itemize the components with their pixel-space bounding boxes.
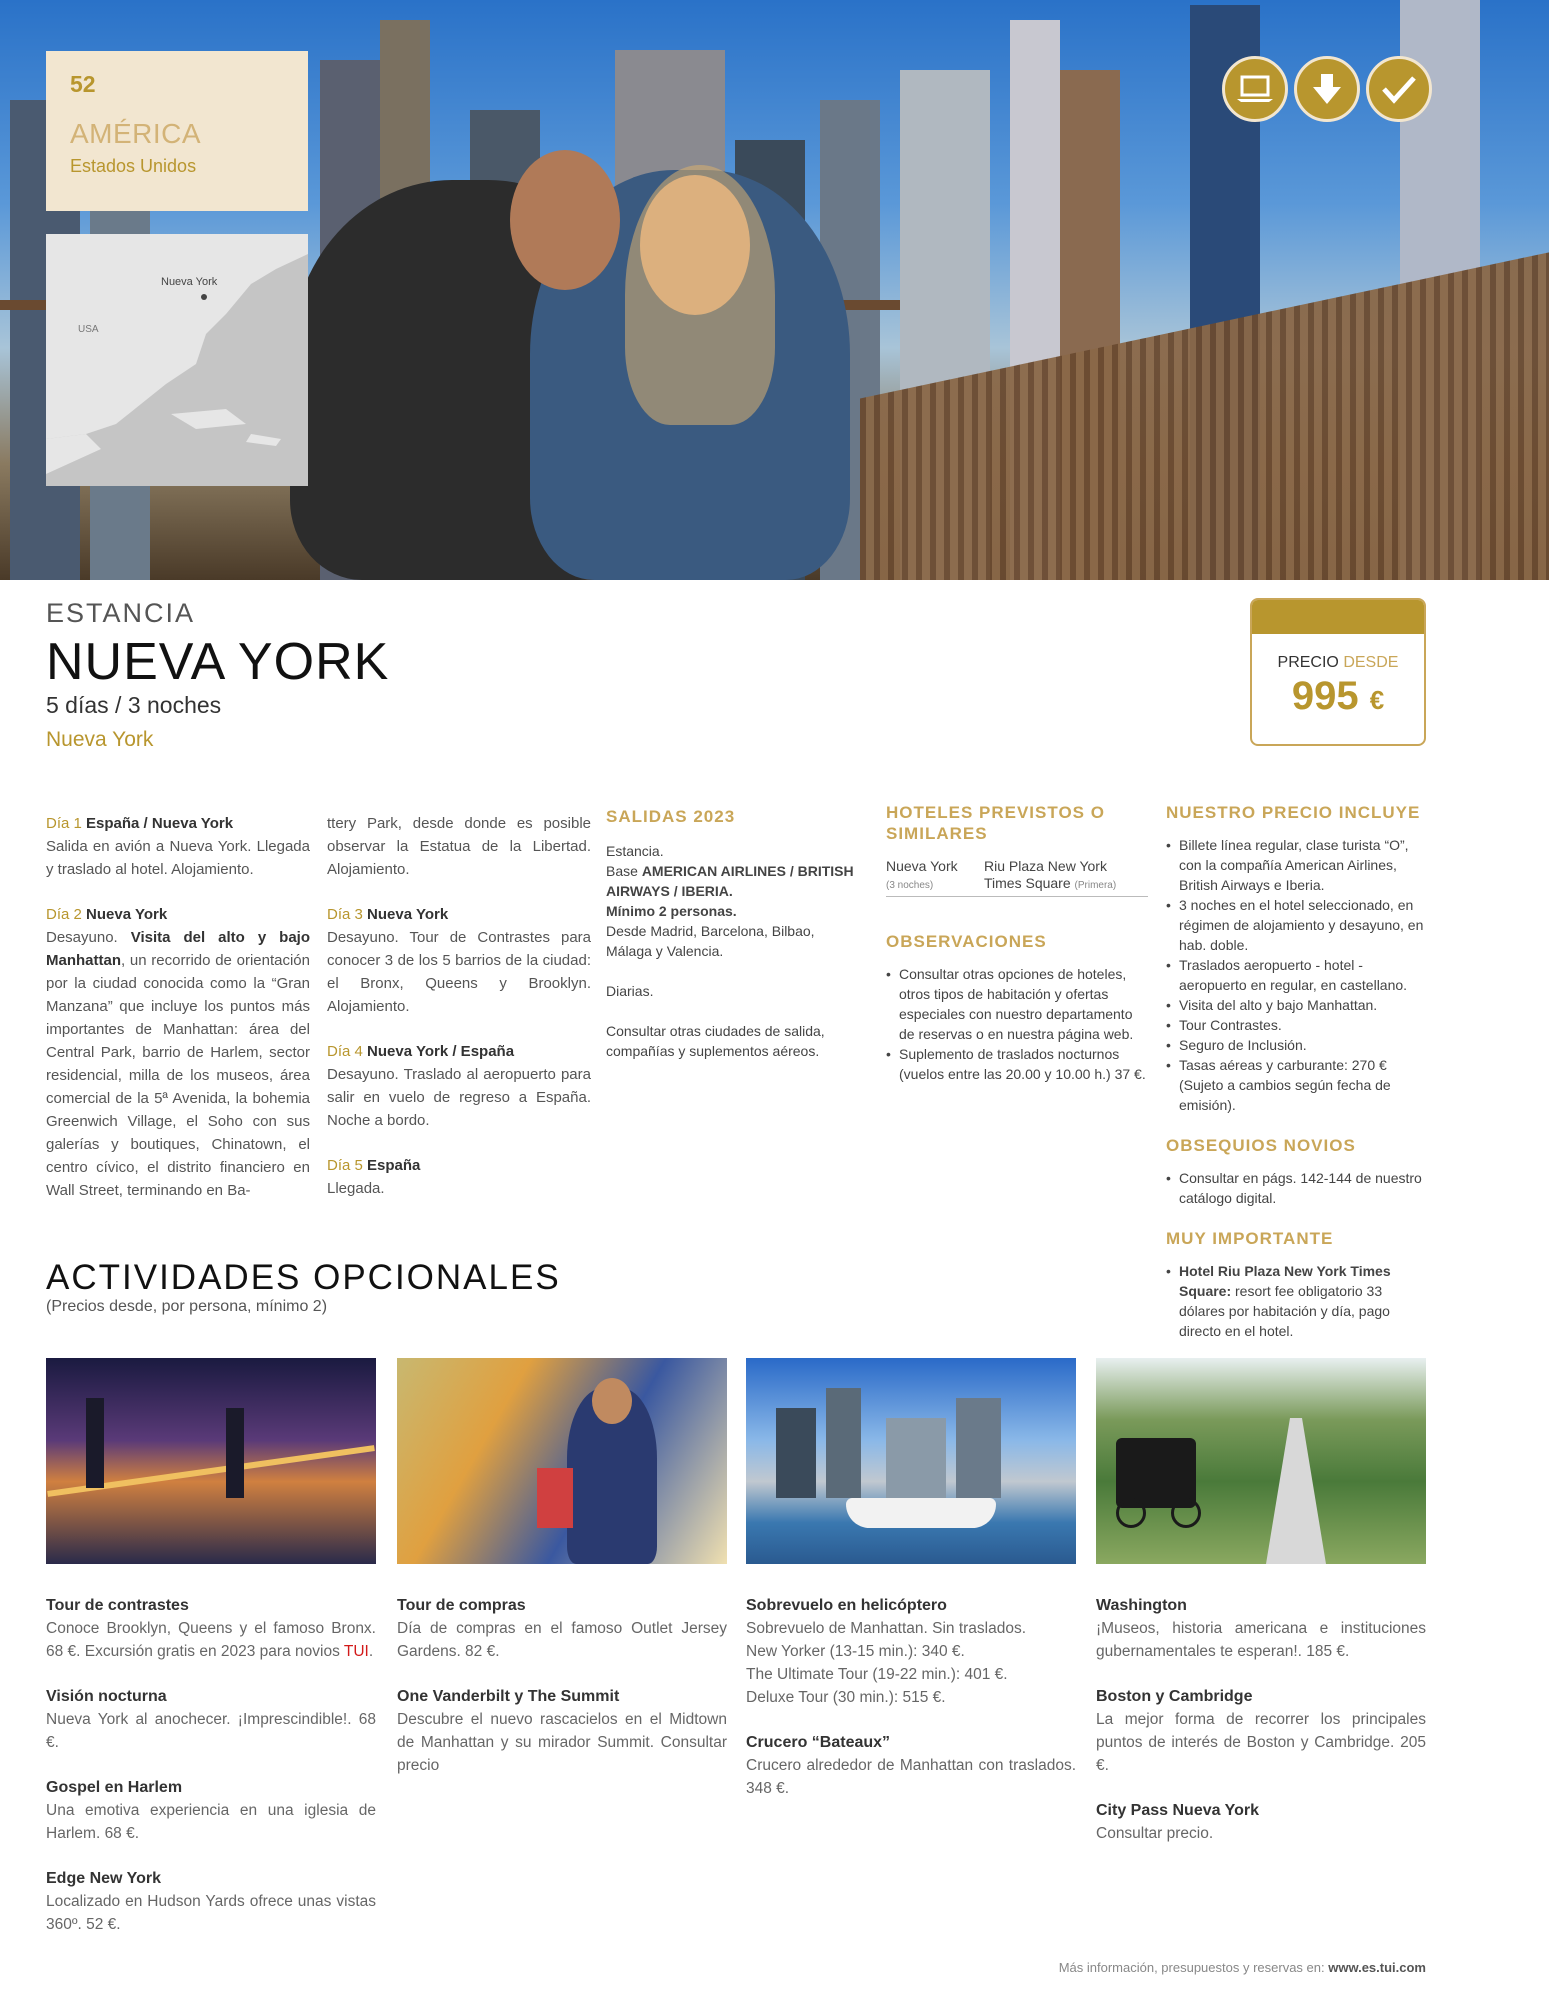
hotel-row: Nueva York (3 noches) Riu Plaza New York Times Square (Primera) [886,858,1148,897]
check-icon [1366,56,1432,122]
list-item: • Consultar otras opciones de hoteles, otros tipos de habitación y ofertas especiales con nuestro departamento de reservas o en nuestra página web. [886,964,1148,1044]
itinerary-day-2: Día 2 Nueva York Desayuno. Visita del alto y bajo Manhattan, un recorrido de orientación por la ciudad conocida como la “Gran Manzana” que incluye los puntos más importantes de Manhattan: área del Central Park, barrio de Harlem, sector residencial, milla de los museos, área comercial de la 5ª Avenida, la bohemia Greenwich Village, el Soho con sus galerías y boutiques, Chinatown, el centro cívico, el distrito financiero en Wall Street, terminando en Ba- [46,906,310,1199]
list-item: • Traslados aeropuerto - hotel - aeropuerto en regular, en castellano. [1166,955,1426,995]
actividades-heading: ACTIVIDADES OPCIONALES [46,1258,561,1297]
list-item: • Visita del alto y bajo Manhattan. [1166,995,1426,1015]
region-name: AMÉRICA [70,118,202,149]
incluye-section [1166,802,1426,1341]
activity-item: City Pass Nueva York Consultar precio. [1096,1802,1260,1842]
observaciones-heading: OBSERVACIONES [886,932,1047,951]
trip-location: Nueva York [46,728,154,751]
activity-item: Edge New York Localizado en Hudson Yards ofrece unas vistas 360º. 52 €. [46,1870,376,1933]
salidas-section [606,806,864,1061]
list-item: • Tour Contrastes. [1166,1015,1426,1035]
download-arrow-icon [1294,56,1360,122]
actividades-subheading: (Precios desde, por persona, mínimo 2) [46,1298,328,1315]
region-tag [46,51,308,211]
footer-link[interactable]: www.es.tui.com [1328,1960,1426,1975]
salidas-body: Estancia. Base AMERICAN AIRLINES / BRITISH AIRWAYS / IBERIA. Mínimo 2 personas. Desde Madrid, Barcelona, Bilbao, Málaga y Valencia. Diarias. Consultar otras ciudades de salida, compañías y suplementos aéreos. [606,843,854,1059]
activity-item: One Vanderbilt y The Summit Descubre el nuevo rascacielos en el Midtown de Manhattan y su mirador Summit. Consultar precio [397,1688,727,1774]
feature-icons [1222,56,1432,122]
photo-manhattan-boat [746,1358,1076,1564]
list-item: • Suplemento de traslados nocturnos (vuelos entre las 20.00 y 10.00 h.) 37 €. [886,1044,1148,1084]
hoteles-section [886,802,1148,1084]
map-country-label: USA [78,324,99,335]
activity-item: Tour de contrastes Conoce Brooklyn, Queens y el famoso Bronx. 68 €. Excursión gratis en 2023 para novios TUI. [46,1597,376,1660]
actividades-column-4 [1096,1594,1426,1867]
actividades-column-3 [746,1594,1076,1822]
page-number: 52 [70,71,96,97]
itinerary-day-1: Día 1 España / Nueva York Salida en avión a Nueva York. Llegada y traslado al hotel. Alojamiento. [46,815,310,878]
itinerary-day-3: Día 3 Nueva York Desayuno. Tour de Contrastes para conocer 3 de los 5 barrios de la ciudad: el Bronx, Queens y Brooklyn. Alojamiento. [327,906,591,1015]
observaciones-list [886,964,1148,1084]
photo-shopping [397,1358,727,1564]
itinerary-day-5: Día 5 España Llegada. [327,1157,421,1197]
itinerary-column-1 [46,812,310,1202]
activity-item: Crucero “Bateaux” Crucero alrededor de Manhattan con traslados. 348 €. [746,1734,1076,1797]
actividades-column-1 [46,1594,376,1958]
laptop-icon [1222,56,1288,122]
itinerary-column-2 [327,812,591,1222]
map-graphic [46,234,308,486]
trip-duration: 5 días / 3 noches [46,692,222,718]
itinerary-day-2-cont: ttery Park, desde donde es posible observar la Estatua de la Libertad. Alojamiento. [327,815,591,878]
incluye-list [1166,835,1426,1115]
price-label: PRECIO DESDE [1277,654,1399,671]
map-city-label: Nueva York [161,276,218,288]
itinerary-day-4: Día 4 Nueva York / España Desayuno. Traslado al aeropuerto para salir en vuelo de regreso a España. Noche a bordo. [327,1043,591,1129]
list-item: • Billete línea regular, clase turista “O”, con la compañía American Airlines, British Airways e Iberia. [1166,835,1426,895]
activity-item: Sobrevuelo en helicóptero Sobrevuelo de Manhattan. Sin traslados. New Yorker (13-15 min.): 340 €. The Ultimate Tour (19-22 min.): 401 €. Deluxe Tour (30 min.): 515 €. [746,1597,1027,1706]
footer: Más información, presupuestos y reservas en: www.es.tui.com [1058,1960,1426,1975]
price-box [1250,598,1426,746]
salidas-heading: SALIDAS 2023 [606,807,736,826]
page-title: NUEVA YORK [46,633,390,691]
list-item: • Tasas aéreas y carburante: 270 € (Sujeto a cambios según fecha de emisión). [1166,1055,1426,1115]
price-value: 995 € [1291,674,1385,718]
photo-amish-carriage [1096,1358,1426,1564]
activity-item: Washington ¡Museos, historia americana e instituciones gubernamentales te esperan!. 185 €. [1096,1597,1426,1660]
activity-item: Boston y Cambridge La mejor forma de recorrer los principales puntos de interés de Boston y Cambridge. 205 €. [1096,1688,1426,1774]
location-map [46,234,308,486]
list-item: • Seguro de Inclusión. [1166,1035,1426,1055]
importante-list [1166,1261,1426,1341]
activity-item: Visión nocturna Nueva York al anochecer. ¡Imprescindible!. 68 €. [46,1688,376,1751]
hoteles-heading: HOTELES PREVISTOS O SIMILARES [886,803,1105,843]
list-item: • 3 noches en el hotel seleccionado, en régimen de alojamiento y desayuno, en hab. doble. [1166,895,1426,955]
obsequios-heading: OBSEQUIOS NOVIOS [1166,1136,1356,1155]
activity-item: Gospel en Harlem Una emotiva experiencia en una iglesia de Harlem. 68 €. [46,1779,376,1842]
photo-brooklyn-bridge-night [46,1358,376,1564]
list-item: • Consultar en págs. 142-144 de nuestro catálogo digital. [1166,1168,1426,1208]
obsequios-list [1166,1168,1426,1208]
incluye-heading: NUESTRO PRECIO INCLUYE [1166,803,1421,822]
tui-brand: TUI [343,1643,369,1660]
country-name: Estados Unidos [70,156,197,176]
actividades-column-2 [397,1594,727,1799]
list-item: • Hotel Riu Plaza New York Times Square: resort fee obligatorio 33 dólares por habitación y día, pago directo en el hotel. [1166,1261,1426,1341]
activity-item: Tour de compras Día de compras en el famoso Outlet Jersey Gardens. 82 €. [397,1597,727,1660]
importante-heading: MUY IMPORTANTE [1166,1229,1334,1248]
trip-category: ESTANCIA [46,598,196,628]
price-band [1252,600,1424,634]
